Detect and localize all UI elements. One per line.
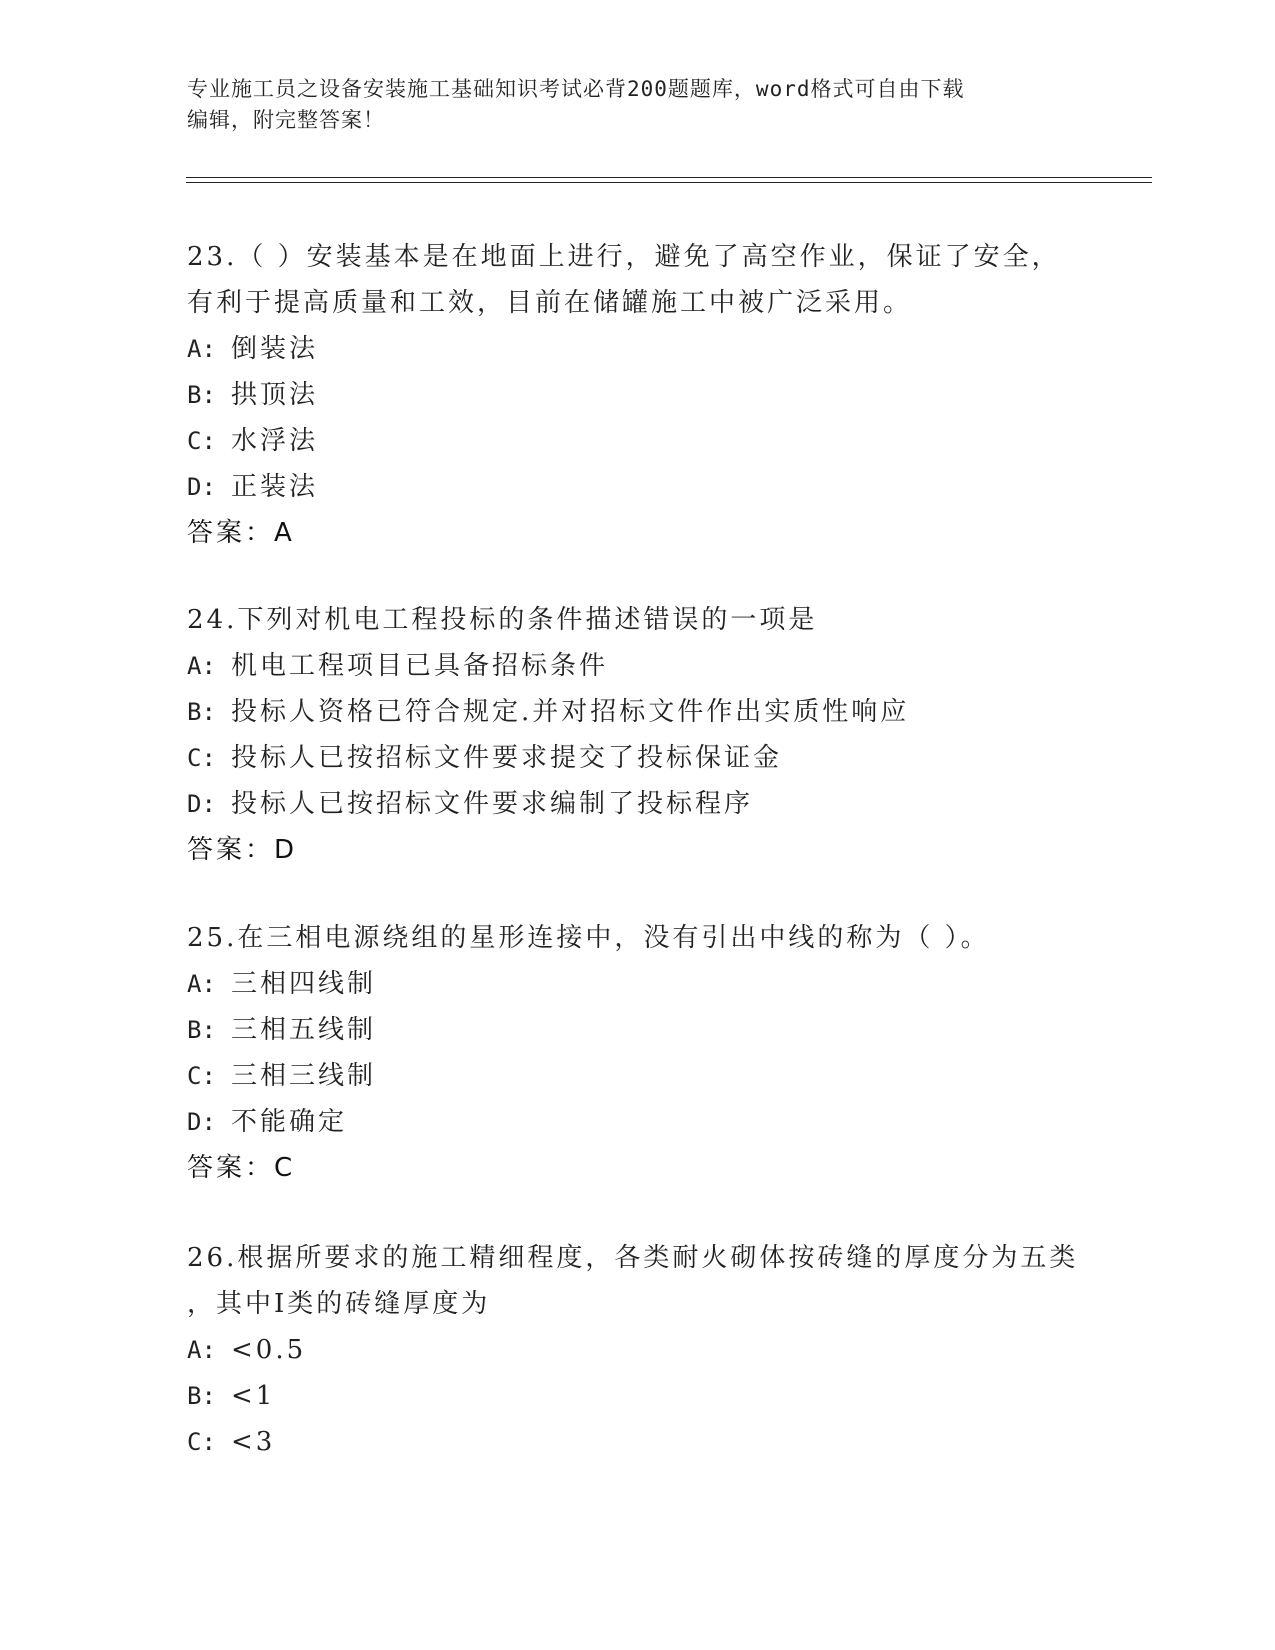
- option-text: 不能确定: [231, 1107, 348, 1137]
- option-key: B:: [187, 1382, 216, 1410]
- option-key: A:: [187, 652, 216, 680]
- option-key: A:: [187, 335, 216, 363]
- question-text-line2: ，其中Ⅰ类的砖缝厚度为: [187, 1289, 491, 1319]
- option-text: 投标人已按招标文件要求编制了投标程序: [231, 789, 754, 819]
- question-text-line1: 26.根据所要求的施工精细程度，各类耐火砌体按砖缝的厚度分为五类: [187, 1243, 1079, 1273]
- option-a: [187, 961, 1087, 1007]
- option-text: 水浮法: [231, 426, 319, 456]
- header-divider-bottom: [186, 182, 1152, 183]
- option-key: A:: [187, 1336, 216, 1364]
- option-key: C:: [187, 427, 216, 455]
- option-c: [187, 418, 1087, 464]
- option-b: [187, 1373, 1087, 1419]
- option-a: [187, 1327, 1087, 1373]
- option-text: 三相四线制: [231, 969, 377, 999]
- option-c: [187, 1053, 1087, 1099]
- option-key: D:: [187, 790, 216, 818]
- option-text: 投标人资格已符合规定.并对招标文件作出实质性响应: [231, 697, 910, 727]
- question-25: [187, 915, 1087, 1191]
- option-a: [187, 326, 1087, 372]
- document-header: [187, 74, 1067, 136]
- option-text: 正装法: [231, 472, 319, 502]
- question-23: [187, 234, 1087, 556]
- option-c: [187, 1419, 1087, 1465]
- header-title-line1: 专业施工员之设备安装施工基础知识考试必背200题题库，word格式可自由下载: [187, 77, 965, 101]
- option-text: <3: [231, 1427, 276, 1457]
- header-title-line2: 编辑，附完整答案！: [187, 108, 385, 132]
- option-key: D:: [187, 473, 216, 501]
- option-d: [187, 1099, 1087, 1145]
- option-text: 拱顶法: [231, 380, 319, 410]
- option-key: C:: [187, 1428, 216, 1456]
- option-key: C:: [187, 1062, 216, 1090]
- question-text-line1: 24.下列对机电工程投标的条件描述错误的一项是: [187, 605, 818, 635]
- option-a: [187, 643, 1087, 689]
- option-key: B:: [187, 1016, 216, 1044]
- option-key: D:: [187, 1108, 216, 1136]
- question-text-line2: 有利于提高质量和工效，目前在储罐施工中被广泛采用。: [187, 288, 913, 318]
- option-c: [187, 735, 1087, 781]
- option-text: 倒装法: [231, 334, 319, 364]
- option-text: 投标人已按招标文件要求提交了投标保证金: [231, 743, 783, 773]
- option-b: [187, 372, 1087, 418]
- option-text: 机电工程项目已具备招标条件: [231, 651, 609, 681]
- option-b: [187, 1007, 1087, 1053]
- option-key: B:: [187, 381, 216, 409]
- question-26: [187, 1235, 1087, 1465]
- answer-line: 答案：C: [187, 1153, 296, 1183]
- header-divider-top: [186, 177, 1152, 178]
- option-key: B:: [187, 698, 216, 726]
- option-text: <1: [231, 1381, 276, 1411]
- option-key: C:: [187, 744, 216, 772]
- option-text: 三相五线制: [231, 1015, 377, 1045]
- question-24: [187, 597, 1087, 873]
- option-d: [187, 781, 1087, 827]
- answer-line: 答案：A: [187, 518, 295, 548]
- option-text: 三相三线制: [231, 1061, 377, 1091]
- answer-line: 答案：D: [187, 835, 298, 865]
- question-text-line1: 25.在三相电源绕组的星形连接中，没有引出中线的称为（ ）。: [187, 923, 990, 953]
- option-text: <0.5: [231, 1335, 307, 1365]
- question-text-line1: 23.（ ）安装基本是在地面上进行，避免了高空作业，保证了安全，: [187, 242, 1061, 272]
- option-d: [187, 464, 1087, 510]
- option-key: A:: [187, 970, 216, 998]
- option-b: [187, 689, 1087, 735]
